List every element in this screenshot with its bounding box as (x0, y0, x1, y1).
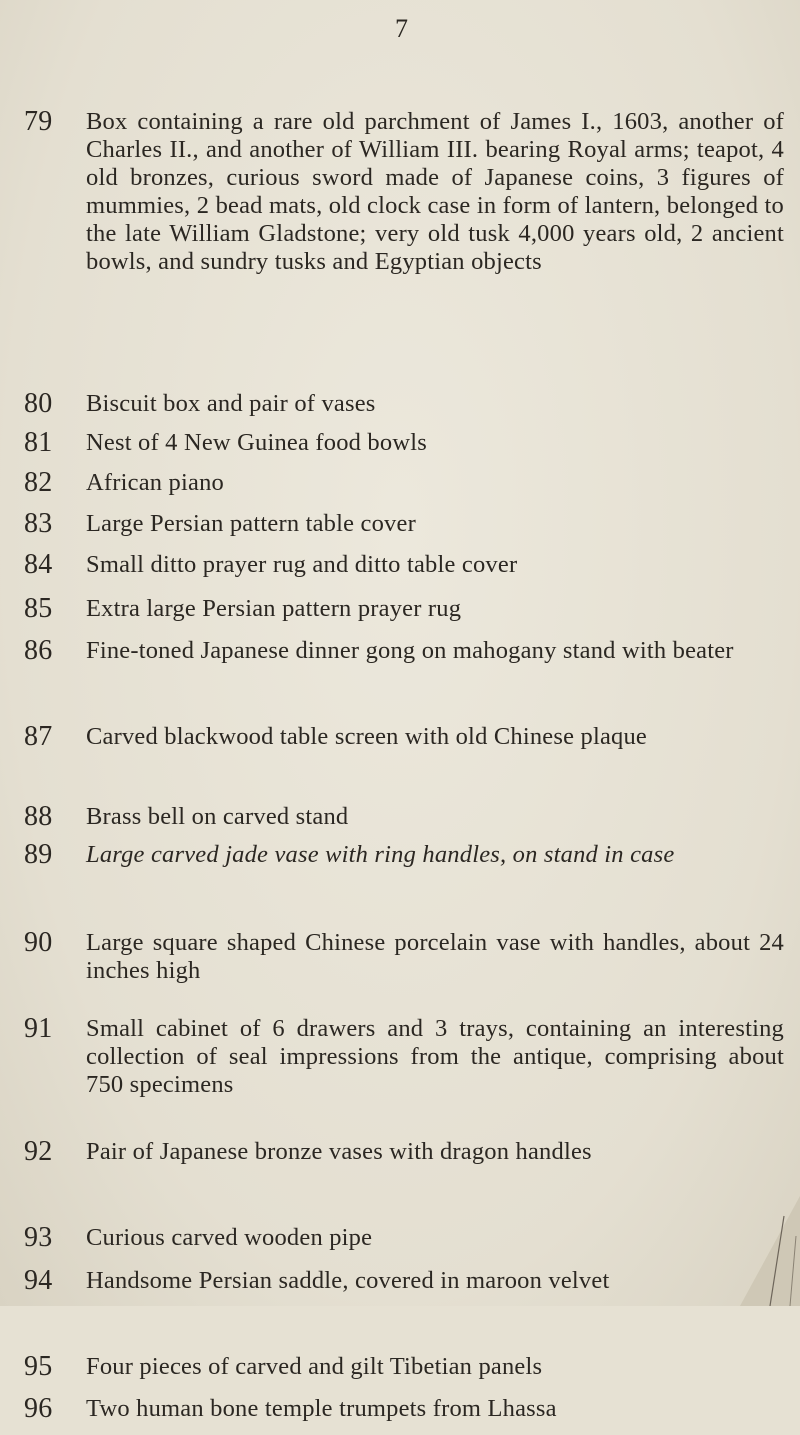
lot-description: Pair of Japanese bronze vases with dragon handles (86, 1138, 592, 1165)
lot-number: 81 (24, 427, 53, 458)
lot-list (24, 108, 784, 1435)
page-number: 7 (395, 14, 408, 43)
lot-87 (24, 723, 784, 803)
lot-84 (24, 551, 784, 595)
lot-number: 94 (24, 1265, 53, 1296)
lot-number: 86 (24, 635, 53, 666)
lot-number: 82 (24, 467, 53, 498)
lot-number: 84 (24, 549, 53, 580)
lot-86 (24, 637, 784, 723)
lot-80 (24, 390, 784, 429)
lot-85 (24, 595, 784, 637)
page-corner-fold (740, 1196, 800, 1306)
lot-description: Small cabinet of 6 drawers and 3 trays, containing an interesting collection of seal impressions from the antique, comprising about 750 specimens (86, 1015, 784, 1098)
lot-description: Large carved jade vase with ring handles, on stand in case (86, 841, 675, 868)
lot-89 (24, 841, 784, 929)
lot-number: 88 (24, 801, 53, 832)
lot-description: Nest of 4 New Guinea food bowls (86, 429, 427, 456)
lot-number: 83 (24, 508, 53, 539)
lot-93 (24, 1224, 784, 1267)
lot-number: 87 (24, 721, 53, 752)
lot-83 (24, 510, 784, 551)
lot-description: Box containing a rare old parchment of James I., 1603, another of Charles II., and another of William III. bearing Royal arms; teapot, 4 old bronzes, curious sword made of Japanese coins, 3 figures of mummies, 2 bead mats, old clock case in form of lantern, belonged to the late William Gladstone; very old tusk 4,000 years old, 2 ancient bowls, and sundry tusks and Egyptian objects (86, 108, 784, 275)
lot-description: Extra large Persian pattern prayer rug (86, 595, 462, 622)
lot-88 (24, 803, 784, 841)
lot-92 (24, 1138, 784, 1224)
lot-91 (24, 1015, 784, 1138)
lot-number: 79 (24, 106, 53, 137)
lot-description: Four pieces of carved and gilt Tibetian panels (86, 1353, 543, 1380)
lot-description: Biscuit box and pair of vases (86, 390, 376, 417)
lot-number: 90 (24, 927, 53, 958)
lot-79 (24, 108, 784, 390)
lot-number: 89 (24, 839, 53, 870)
lot-description: Large square shaped Chinese porcelain vase with handles, about 24 inches high (86, 929, 784, 984)
lot-81 (24, 429, 784, 469)
lot-description: Small ditto prayer rug and ditto table cover (86, 551, 518, 578)
lot-description: Fine-toned Japanese dinner gong on mahogany stand with beater (86, 637, 734, 664)
lot-96 (24, 1395, 784, 1435)
lot-description: Brass bell on carved stand (86, 803, 349, 830)
lot-94 (24, 1267, 784, 1353)
lot-number: 80 (24, 388, 53, 419)
lot-description: Handsome Persian saddle, covered in maroon velvet (86, 1267, 610, 1294)
lot-number: 91 (24, 1013, 53, 1044)
lot-82 (24, 469, 784, 510)
lot-number: 92 (24, 1136, 53, 1167)
lot-number: 85 (24, 593, 53, 624)
lot-description: Two human bone temple trumpets from Lhassa (86, 1395, 557, 1422)
lot-description: Large Persian pattern table cover (86, 510, 416, 537)
lot-90 (24, 929, 784, 1015)
lot-number: 96 (24, 1393, 53, 1424)
lot-description: Carved blackwood table screen with old Chinese plaque (86, 723, 648, 750)
lot-description: Curious carved wooden pipe (86, 1224, 373, 1251)
lot-number: 93 (24, 1222, 53, 1253)
lot-95 (24, 1353, 784, 1395)
lot-number: 95 (24, 1351, 53, 1382)
lot-description: African piano (86, 469, 224, 496)
